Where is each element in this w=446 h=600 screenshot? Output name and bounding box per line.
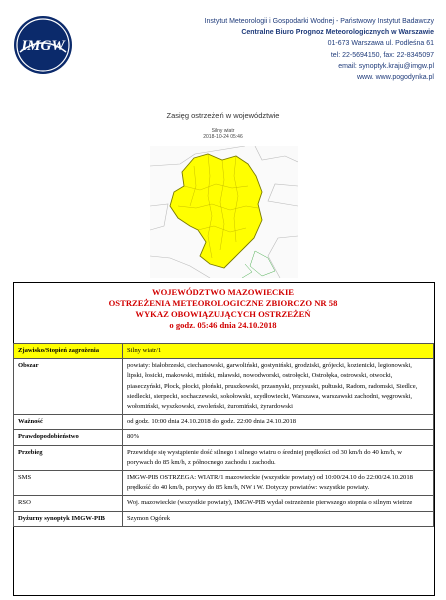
- table-row: [14, 445, 434, 470]
- warning-table: [13, 343, 434, 527]
- institution-name: Instytut Meteorologii i Gospodarki Wodnej - Państwowy Instytut Badawczy: [204, 18, 434, 25]
- website: www. www.pogodynka.pl: [356, 74, 434, 82]
- row-label: Zjawisko/Stopień zagrożenia: [14, 344, 123, 359]
- row-label: Obszar: [14, 359, 123, 415]
- row-label: Dyżurny synoptyk IMGW-PIB: [14, 511, 123, 526]
- map-subtitle-phenomenon: Silny wiatr: [211, 128, 235, 134]
- institution-header: [134, 16, 434, 83]
- row-label: SMS: [14, 471, 123, 496]
- row-label: Przebieg: [14, 445, 123, 470]
- office-name: Centralne Biuro Prognoz Meteorologicznych w Warszawie: [241, 29, 434, 37]
- map-title: Zasięg ostrzeżeń w województwie: [166, 111, 280, 120]
- row-label: Prawdopodobieństwo: [14, 430, 123, 445]
- table-row: [14, 430, 434, 445]
- row-value: Szymon Ogórek: [123, 511, 434, 526]
- row-value: od godz. 10:00 dnia 24.10.2018 do godz. 22:00 dnia 24.10.2018: [123, 415, 434, 430]
- imgw-logo: [8, 14, 78, 76]
- row-label: RSO: [14, 496, 123, 511]
- row-label: Ważność: [14, 415, 123, 430]
- bulletin-time: o godz. 05:46 dnia 24.10.2018: [169, 320, 277, 330]
- row-value: powiaty: białobrzeski, ciechanowski, garwoliński, gostyniński, grodziski, grójecki, kozienicki, legionowski, lipski, łosicki, makowski, miński, mławski, nowodworski, ostrołęcki, Ostrołęka, ostrowski, otwocki, piaseczyński, Płock, płocki, płoński, pruszkowski, przasnyski, przysuski, pułtuski, Radom, radomski, Siedlce, siedlecki, sierpecki, sochaczewski, sokołowski, szydłowiecki, Warszawa, warszawski zachodni, węgrowski, wołomiński, wyszkowski, zwoleński, żuromiński, żyrardowski: [123, 359, 434, 415]
- row-value: Woj. mazowieckie (wszystkie powiaty), IMGW-PIB wydał ostrzeżenie pierwszego stopnia o silnym wietrze: [123, 496, 434, 511]
- table-row: [14, 496, 434, 511]
- map-subtitle-time: 2018-10-24 05:46: [203, 134, 243, 140]
- bulletin-subtitle: WYKAZ OBOWIĄZUJĄCYCH OSTRZEŻEŃ: [135, 309, 311, 319]
- table-row: [14, 359, 434, 415]
- email: email: synoptyk.kraju@imgw.pl: [338, 62, 434, 70]
- phone-fax: tel: 22-5694150, fax: 22-8345097: [330, 51, 434, 59]
- bulletin-region: WOJEWÓDZTWO MAZOWIECKIE: [151, 287, 295, 297]
- table-row: [14, 511, 434, 526]
- row-value: 80%: [123, 430, 434, 445]
- table-row: [14, 415, 434, 430]
- table-row: [14, 471, 434, 496]
- row-value: IMGW-PIB OSTRZEGA: WIATR/1 mazowieckie (wszystkie powiaty) od 10:00/24.10 do 22:00/24.10.2018 prędkość do 40 km/h, porywy do 85 km/h, NW i W. Dotyczy powiatów: wszystkie powiaty.: [123, 471, 434, 496]
- table-row: [14, 344, 434, 359]
- row-value: Przewiduje się wystąpienie dość silnego i silnego wiatru o średniej prędkości od 30 km/h do 40 km/h, w porywach do 85 km/h, z północnego zachodu i zachodu.: [123, 445, 434, 470]
- voivodeship-map: [150, 146, 298, 278]
- address: 01-673 Warszawa ul. Podleśna 61: [327, 40, 434, 48]
- bulletin-title: OSTRZEŻENIA METEOROLOGICZNE ZBIORCZO NR 58: [108, 298, 338, 308]
- row-value: Silny wiatr/1: [123, 344, 434, 359]
- logo-text: IMGW: [21, 38, 65, 54]
